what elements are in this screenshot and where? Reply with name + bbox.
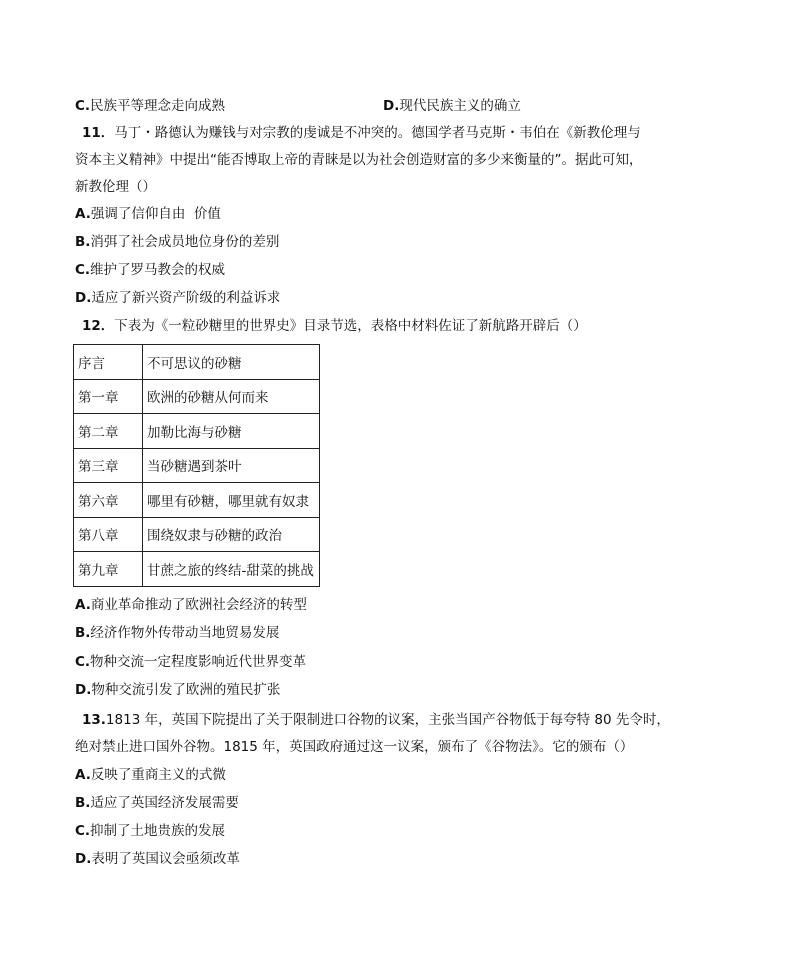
option-text: 民族平等理念走向成熟 bbox=[90, 98, 226, 114]
q13-stem-line-2: 绝对禁止进口国外谷物。1815 年，英国政府通过这一议案，颁布了《谷物法》。它的颁布（） bbox=[75, 739, 634, 755]
option-text: 现代民族主义的确立 bbox=[399, 98, 521, 114]
q12-option-b bbox=[75, 623, 279, 643]
q12-option-a bbox=[75, 595, 307, 615]
q13-option-d bbox=[75, 849, 240, 869]
option-letter: B. bbox=[75, 234, 91, 250]
option-letter: C. bbox=[75, 654, 91, 670]
option-letter: A. bbox=[75, 206, 91, 222]
title-cell: 不可思议的砂糖 bbox=[143, 345, 320, 380]
option-text: 强调了信仰自由 价值 bbox=[90, 206, 221, 222]
option-text: 商业革命推动了欧洲社会经济的转型 bbox=[90, 597, 307, 613]
q10-option-d bbox=[383, 96, 521, 116]
chapter-cell: 第八章 bbox=[74, 517, 143, 552]
option-letter: C. bbox=[75, 98, 91, 114]
q11-option-b bbox=[75, 232, 279, 252]
q11-option-a bbox=[75, 204, 221, 224]
table-row bbox=[74, 414, 320, 449]
q10-option-c bbox=[75, 96, 225, 116]
option-letter: D. bbox=[75, 682, 92, 698]
option-letter: B. bbox=[75, 795, 91, 811]
q11-stem-line-2: 资本主义精神》中提出“能否博取上帝的青睐是以为社会创造财富的多少来衡量的”。据此可知， bbox=[75, 152, 643, 168]
option-text: 抑制了土地贵族的发展 bbox=[90, 823, 226, 839]
title-cell: 当砂糖遇到茶叶 bbox=[143, 448, 320, 483]
table-row bbox=[74, 483, 320, 518]
title-cell: 欧洲的砂糖从何而来 bbox=[143, 379, 320, 414]
chapter-cell: 第九章 bbox=[74, 552, 143, 587]
q12-option-d bbox=[75, 680, 280, 700]
q13-option-c bbox=[75, 821, 225, 841]
option-text: 物种交流一定程度影响近代世界变革 bbox=[90, 654, 307, 670]
chapter-cell: 第六章 bbox=[74, 483, 143, 518]
option-letter: D. bbox=[75, 851, 92, 867]
q12-option-c bbox=[75, 652, 306, 672]
table-row bbox=[74, 448, 320, 483]
option-letter: D. bbox=[75, 290, 92, 306]
chapter-cell: 第三章 bbox=[74, 448, 143, 483]
table-row bbox=[74, 517, 320, 552]
option-letter: C. bbox=[75, 823, 91, 839]
q11-stem-line-3: 新教伦理（） bbox=[75, 179, 156, 195]
option-text: 适应了新兴资产阶级的利益诉求 bbox=[91, 290, 281, 306]
option-text: 经济作物外传带动当地贸易发展 bbox=[90, 625, 280, 641]
option-text: 物种交流引发了欧洲的殖民扩张 bbox=[91, 682, 281, 698]
title-cell: 加勒比海与砂糖 bbox=[143, 414, 320, 449]
option-text: 适应了英国经济发展需要 bbox=[90, 795, 239, 811]
option-text: 反映了重商主义的式微 bbox=[90, 767, 226, 783]
q11-option-d bbox=[75, 288, 280, 308]
chapter-cell: 第一章 bbox=[74, 379, 143, 414]
option-text: 消弭了社会成员地位身份的差别 bbox=[90, 234, 280, 250]
title-cell: 围绕奴隶与砂糖的政治 bbox=[143, 517, 320, 552]
table-row bbox=[74, 552, 320, 587]
option-letter: A. bbox=[75, 767, 91, 783]
q13-option-b bbox=[75, 793, 239, 813]
option-letter: B. bbox=[75, 625, 91, 641]
toc-table bbox=[73, 344, 320, 587]
question-number: 13. bbox=[82, 712, 106, 728]
option-letter: D. bbox=[383, 98, 400, 114]
q13-stem-line-1: 13.1813 年，英国下院提出了关于限制进口谷物的议案，主张当国产谷物低于每夸特 80 先令时， bbox=[82, 712, 670, 728]
q13-option-a bbox=[75, 765, 226, 785]
option-text: 维护了罗马教会的权威 bbox=[90, 262, 226, 278]
q11-stem-line-1: 11．马丁・路德认为赚钱与对宗教的虔诚是不冲突的。德国学者马克斯・韦伯在《新教伦理与 bbox=[82, 125, 641, 141]
q12-stem: 12．下表为《一粒砂糖里的世界史》目录节选，表格中材料佐证了新航路开辟后（） bbox=[82, 318, 587, 334]
option-letter: C. bbox=[75, 262, 91, 278]
table-row bbox=[74, 379, 320, 414]
question-number: 11． bbox=[82, 125, 115, 141]
question-number: 12． bbox=[82, 318, 115, 334]
option-text: 表明了英国议会亟须改革 bbox=[91, 851, 240, 867]
chapter-cell: 第二章 bbox=[74, 414, 143, 449]
chapter-cell: 序言 bbox=[74, 345, 143, 380]
table-row bbox=[74, 345, 320, 380]
option-letter: A. bbox=[75, 597, 91, 613]
title-cell: 甘蔗之旅的终结-甜菜的挑战 bbox=[143, 552, 320, 587]
title-cell: 哪里有砂糖，哪里就有奴隶 bbox=[143, 483, 320, 518]
q11-option-c bbox=[75, 260, 225, 280]
